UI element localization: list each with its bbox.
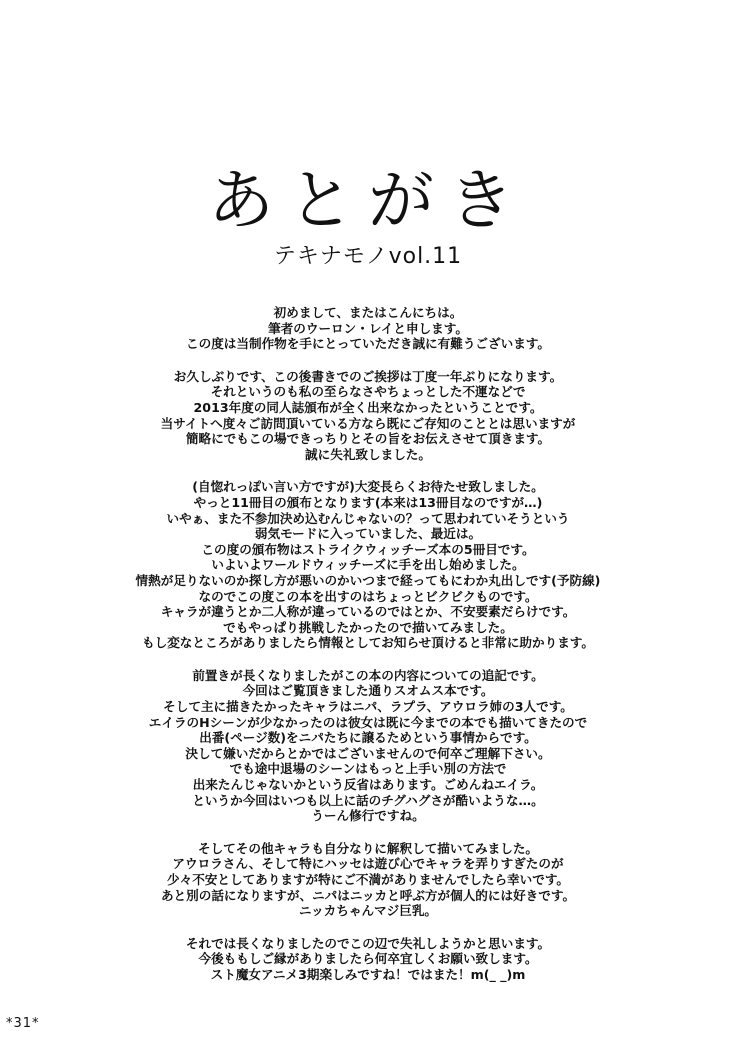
text-line: 弱気モードに入っていました、最近は。 — [254, 526, 482, 542]
afterword-body — [80, 305, 656, 1000]
text-line: それというのも私の至らなさやちょっとした不運などで — [210, 384, 526, 400]
text-line: 今後ももしご縁がありましたら何卒宜しくお願い致します。 — [198, 951, 538, 967]
page-number: *31* — [6, 1016, 40, 1031]
text-line: 出来たんじゃないかという反省はあります。ごめんねエイラ。 — [192, 777, 544, 793]
text-line: でも途中退場のシーンはもっと上手い別の方法で — [229, 761, 507, 777]
text-line: 出番(ページ数)をニパたちに譲るためという事情からです。 — [199, 730, 537, 746]
text-line: 簡略にでもこの場できっちりとその旨をお伝えさせて頂きます。 — [185, 431, 551, 447]
text-line: 情熱が足りないのか探し方が悪いのかいつまで経ってもにわか丸出しです(予防線) — [135, 572, 601, 588]
text-line: この度の頒布物はストライクウィッチーズ本の5冊目です。 — [201, 541, 535, 557]
text-line: この度は当制作物を手にとっていただき誠に有難うございます。 — [186, 336, 550, 352]
paragraph — [80, 668, 656, 824]
text-line: ニッカちゃんマジ巨乳。 — [298, 903, 438, 919]
text-line: やっと11冊目の頒布となります(本来は13冊目なのですが…) — [193, 494, 543, 510]
text-line: そして主に描きたかったキャラはニパ、ラプラ、アウロラ姉の3人です。 — [163, 699, 573, 715]
paragraph — [80, 479, 656, 651]
text-line: キャラが違うとか二人称が違っているのではとか、不安要素だらけです。 — [160, 604, 576, 620]
text-line: というか今回はいつも以上に話のチグハグさが酷いような…。 — [192, 792, 544, 808]
text-line: でもやっぱり挑戦したかったので描いてみました。 — [223, 619, 513, 635]
text-line: 初めまして、またはこんにちは。 — [273, 305, 463, 320]
text-line: いよいよワールドウィッチーズに手を出し始めました。 — [211, 557, 525, 573]
page-title: あとがき — [208, 162, 528, 239]
text-line: なのでこの度この本を出すのはちょっとビクビクものです。 — [198, 588, 538, 604]
text-line: それでは長くなりましたのでこの辺で失礼しようかと思います。 — [185, 935, 551, 951]
text-line: うーん修行ですね。 — [311, 808, 425, 824]
paragraph — [80, 369, 656, 463]
text-line: いやぁ、また不参加決め込むんじゃないの？って思われていそうという — [166, 510, 570, 526]
text-line: あと別の話になりますが、ニパはニッカと呼ぶ方が個人的には好きです。 — [160, 887, 576, 903]
text-line: 当サイトへ度々ご訪問頂いている方なら既にご存知のこととは思いますが — [160, 415, 576, 431]
text-line: 前置きが長くなりましたがこの本の内容についての追記です。 — [192, 667, 544, 683]
text-line: スト魔女アニメ3期楽しみですね！ではまた！m(_ _)m — [210, 966, 526, 982]
text-line: 少々不安としてありますが特にご不満がありませんでしたら幸いです。 — [167, 872, 569, 887]
paragraph — [80, 305, 656, 352]
text-line: もし変なところがありましたら情報としてお知らせ頂けると非常に助かります。 — [142, 635, 594, 651]
paragraph — [80, 841, 656, 919]
text-line: 今回はご覧頂きました通りスオムス本です。 — [242, 683, 494, 699]
text-line: アウロラさん、そして特にハッセは遊び心でキャラを弄りすぎたのが — [172, 856, 564, 872]
text-line: エイラのHシーンが少なかったのは彼女は既に今までの本でも描いてきたので — [148, 714, 588, 730]
paragraph — [80, 936, 656, 983]
text-line: 誠に失礼致しました。 — [305, 446, 431, 462]
text-line: (自惚れっぽい言い方ですが)大変長らくお待たせ致しました。 — [192, 479, 544, 495]
text-line: お久しぶりです、この後書きでのご挨拶は丁度一年ぶりになります。 — [173, 368, 563, 384]
text-line: そしてその他キャラも自分なりに解釈して描いてみました。 — [197, 840, 539, 856]
text-line: 2013年度の同人誌頒布が全く出来なかったということです。 — [193, 399, 543, 415]
page-subtitle: テキナモノvol.11 — [273, 244, 463, 269]
text-line: 筆者のウーロン・レイと申します。 — [268, 320, 468, 336]
text-line: 決して嫌いだからとかではございませんので何卒ご理解下さい。 — [185, 745, 551, 761]
